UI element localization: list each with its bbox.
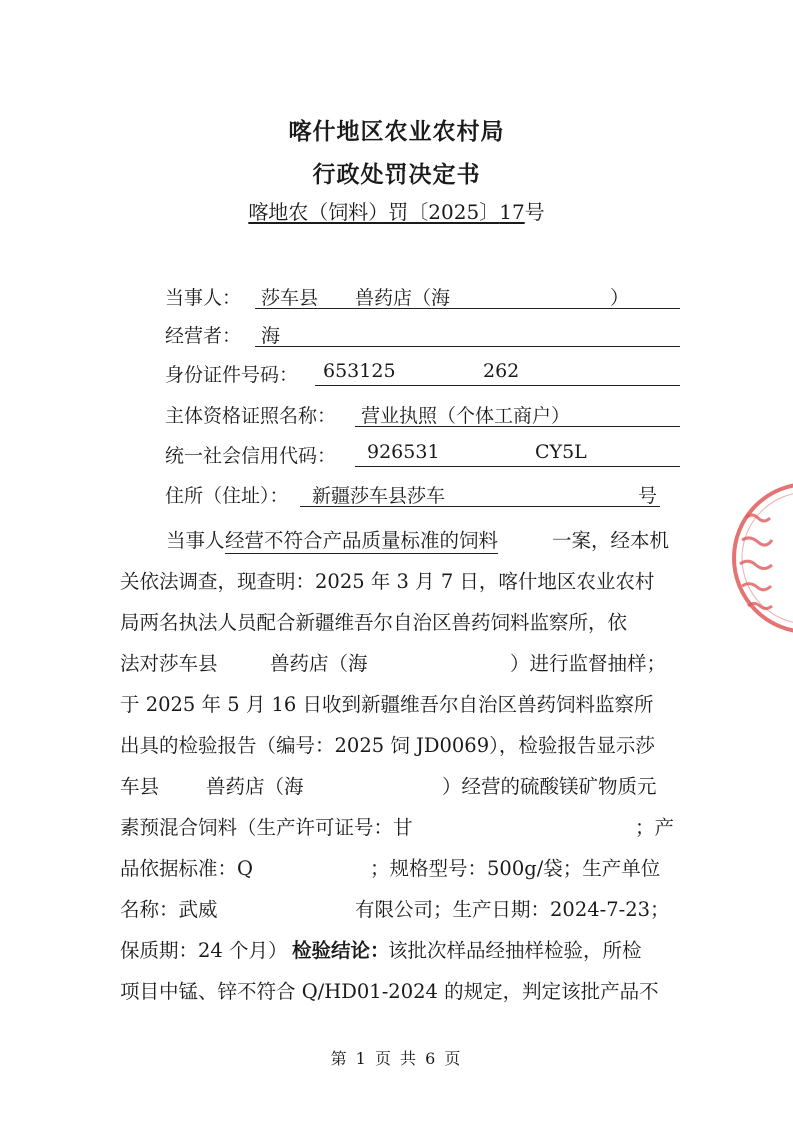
- body-line: 出具的检验报告（编号：2025 饲 JD0069），检验报告显示莎: [120, 734, 655, 757]
- field-credit-code: [165, 441, 680, 471]
- body-line: 项目中锰、锌不符合 Q/HD01-2024 的规定，判定该批产品不: [120, 980, 659, 1003]
- body-line: 品依据标准：Q ；规格型号：500g/袋；生产单位: [120, 857, 661, 880]
- field-value: 926531 CY5L: [355, 441, 680, 467]
- body-line: 素预混合饲料（生产许可证号：甘 ；产: [120, 816, 675, 839]
- field-label: 当事人：: [165, 287, 242, 309]
- body-line: 当事人 经营不符合产品质量标准的饲料 一案，经本机: [120, 525, 680, 553]
- page-footer: 第 1 页 共 6 页: [330, 1049, 463, 1068]
- field-value: 莎车县 兽药店（海 ）: [255, 283, 680, 309]
- doc-number-suffix: 号: [524, 200, 545, 224]
- field-value: 新疆莎车县莎车 号: [300, 481, 660, 507]
- body-line: 名称：武威 有限公司；生产日期：2024-7-23；: [120, 898, 670, 921]
- field-license: [165, 401, 680, 431]
- field-label: 身份证件号码：: [165, 364, 299, 386]
- field-label: 住所（住址）：: [165, 485, 289, 507]
- doc-number-prefix: 喀地农（饲料）罚〔2025〕: [248, 200, 500, 224]
- title-line-2: 行政处罚决定书: [312, 161, 481, 188]
- body-line: 于 2025 年 5 月 16 日收到新疆维吾尔自治区兽药饲料监察所: [120, 693, 654, 716]
- official-seal-stamp: [728, 478, 793, 638]
- field-label: 统一社会信用代码：: [165, 445, 337, 467]
- body-line: 车县 兽药店（海 ）经营的硫酸镁矿物质元: [120, 775, 657, 798]
- field-value: 海: [255, 321, 680, 347]
- body-line: 保质期：24 个月） 检验结论： 该批次样品经抽样检验，所检: [120, 939, 642, 962]
- field-label: 经营者：: [165, 325, 242, 347]
- document-number: [0, 196, 793, 225]
- body-line: 局两名执法人员配合新疆维吾尔自治区兽药饲料监察所，依: [120, 611, 628, 634]
- field-party: [165, 283, 680, 313]
- doc-number-num: 17: [499, 200, 525, 224]
- field-id-number: [165, 360, 680, 390]
- body-line: 法对莎车县 兽药店（海 ）进行监督抽样；: [120, 652, 667, 675]
- title-line-1: 喀什地区农业农村局: [288, 118, 505, 145]
- field-value: 营业执照（个体工商户）: [355, 401, 680, 427]
- body-line: 关依法调查，现查明：2025 年 3 月 7 日，喀什地区农业农村: [120, 570, 655, 593]
- field-address: [165, 481, 660, 511]
- field-value: 653125 262: [315, 360, 680, 386]
- field-label: 主体资格证照名称：: [165, 405, 337, 427]
- field-operator: [165, 321, 680, 351]
